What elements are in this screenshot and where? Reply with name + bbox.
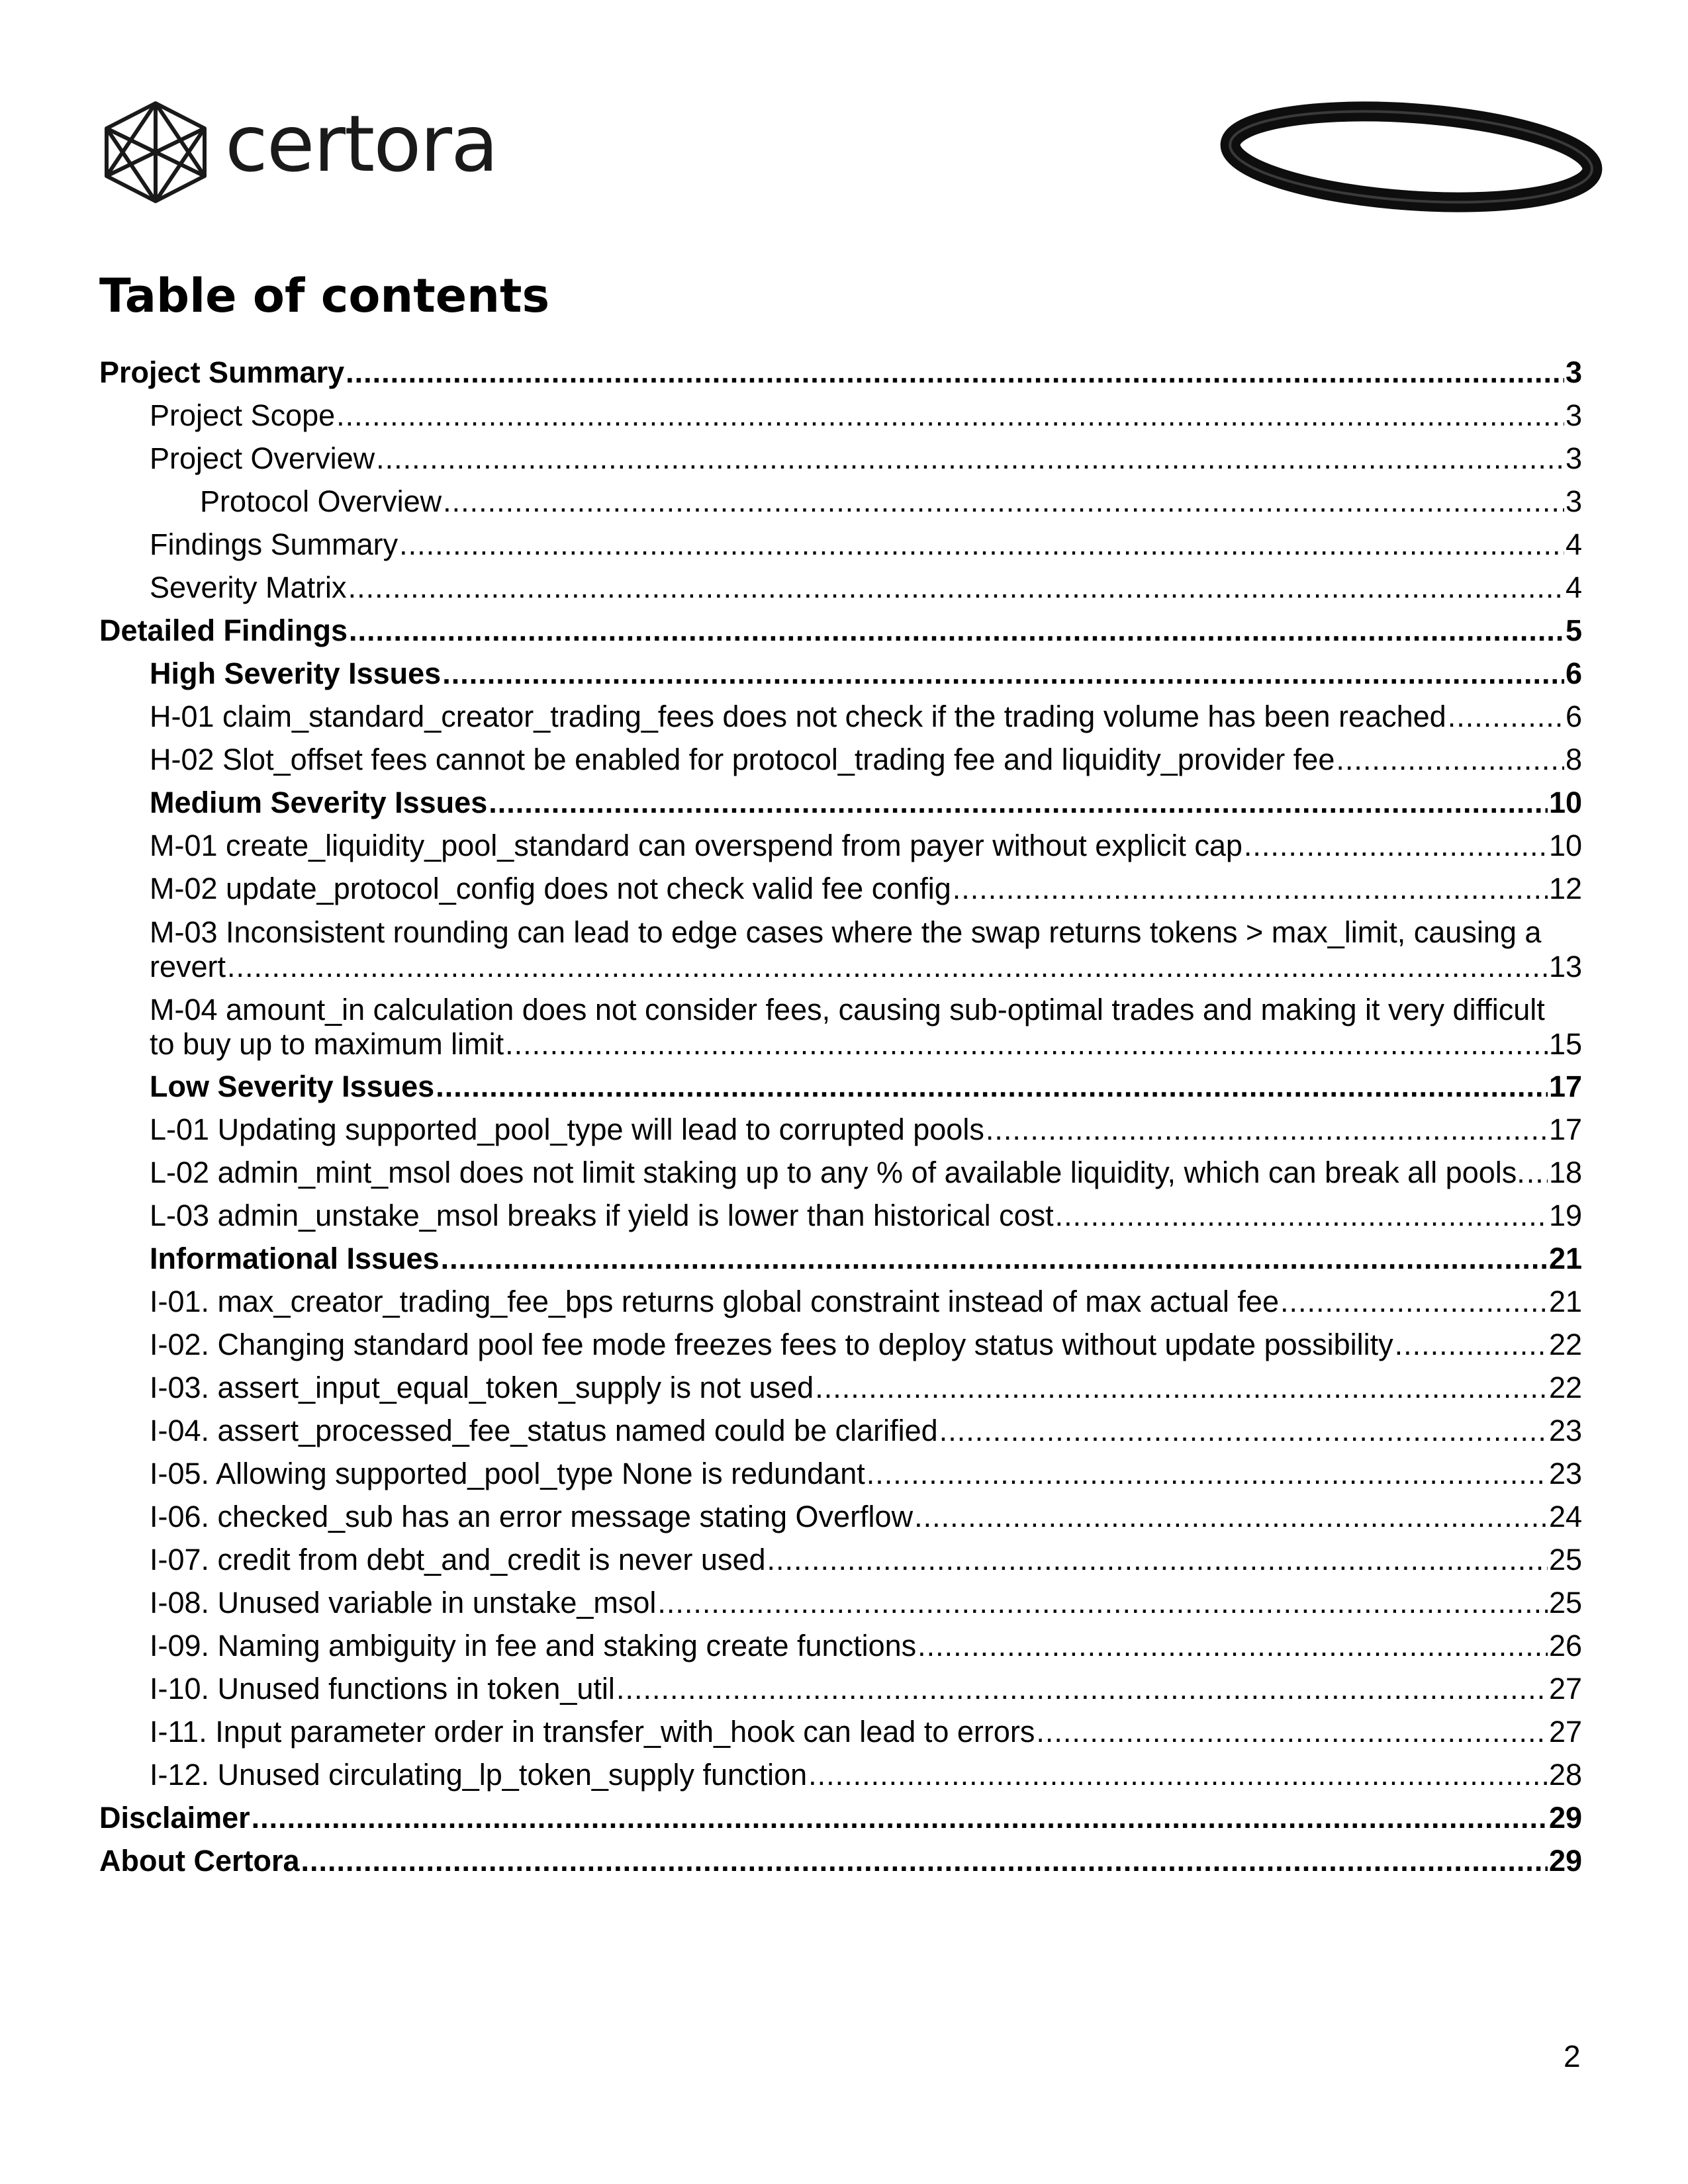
toc-entry[interactable] (99, 738, 1582, 781)
toc-entry-page: 6 (1565, 700, 1582, 733)
toc-entry-text: Informational Issues (150, 1242, 440, 1275)
dot-leader (1280, 1280, 1548, 1323)
toc-entry[interactable] (99, 1194, 1582, 1237)
dot-leader (348, 566, 1564, 609)
toc-entry-page: 4 (1565, 570, 1582, 604)
dot-leader (505, 1027, 1548, 1062)
toc-entry[interactable] (99, 1280, 1582, 1323)
toc-entry-text-continued: to buy up to maximum limit (150, 1027, 504, 1061)
dot-leader (986, 1108, 1548, 1151)
dot-leader (1395, 1323, 1548, 1366)
toc-entry-page: 29 (1548, 1801, 1582, 1835)
toc-entry-text: Medium Severity Issues (150, 786, 488, 819)
dot-leader (436, 1065, 1548, 1108)
toc-entry-page: 22 (1548, 1328, 1582, 1361)
toc-entry-text: L-03 admin_unstake_msol breaks if yield is lower than historical cost (150, 1199, 1054, 1232)
toc-entry[interactable] (99, 1495, 1582, 1538)
toc-entry-page: 21 (1548, 1285, 1582, 1318)
certora-logo (99, 98, 498, 212)
toc-entry[interactable] (99, 1753, 1582, 1796)
dot-leader (953, 867, 1548, 910)
toc-entry-text: M-03 Inconsistent rounding can lead to edge cases where the swap returns tokens > max_limit, causing a (150, 915, 1542, 949)
toc-entry[interactable] (99, 480, 1582, 523)
toc-entry-page: 21 (1548, 1242, 1582, 1275)
dot-leader (1336, 738, 1564, 781)
toc-entry-text: I-11. Input parameter order in transfer_with_hook can lead to errors (150, 1715, 1035, 1749)
dot-leader (914, 1495, 1548, 1538)
toc-entry-page: 26 (1548, 1629, 1582, 1662)
dot-leader (808, 1753, 1548, 1796)
toc-entry[interactable] (99, 987, 1582, 1065)
toc-entry[interactable] (99, 1237, 1582, 1280)
toc-entry[interactable] (99, 523, 1582, 566)
toc-entry-text: M-02 update_protocol_config does not check valid fee config (150, 872, 951, 905)
page-number: 2 (1564, 2039, 1581, 2073)
toc-entry-page: 4 (1565, 527, 1582, 561)
toc-entry[interactable] (99, 1624, 1582, 1667)
dot-leader (616, 1667, 1548, 1710)
toc-entry[interactable] (99, 609, 1582, 652)
toc-entry-continuation (150, 1027, 1582, 1062)
toc-entry-page: 23 (1548, 1414, 1582, 1447)
toc-entry-text: Low Severity Issues (150, 1069, 435, 1103)
dot-leader (443, 480, 1564, 523)
toc-entry-text: H-02 Slot_offset fees cannot be enabled for protocol_trading fee and liquidity_provider fee (150, 743, 1335, 776)
toc-list (99, 351, 1582, 1882)
toc-entry-text: Severity Matrix (150, 570, 347, 604)
toc-entry-page: 6 (1565, 657, 1582, 690)
toc-entry-page: 25 (1548, 1543, 1582, 1576)
dot-leader (376, 437, 1564, 480)
toc-entry[interactable] (99, 1452, 1582, 1495)
toc-entry-continuation (150, 950, 1582, 984)
toc-entry-page: 28 (1548, 1758, 1582, 1792)
dot-leader (346, 351, 1564, 394)
toc-entry-page: 22 (1548, 1371, 1582, 1404)
toc-entry-text: H-01 claim_standard_creator_trading_fees does not check if the trading volume has been reached (150, 700, 1446, 733)
toc-entry[interactable] (99, 1366, 1582, 1409)
toc-entry-text: Project Scope (150, 398, 336, 432)
toc-entry-text: I-09. Naming ambiguity in fee and staking create functions (150, 1629, 917, 1662)
toc-entry-page: 18 (1548, 1156, 1582, 1189)
certora-hexagon-mark-icon (99, 99, 212, 205)
toc-entry-text: I-08. Unused variable in unstake_msol (150, 1586, 657, 1619)
toc-entry-text: I-06. checked_sub has an error message stating Overflow (150, 1500, 914, 1533)
toc-entry-text: About Certora (99, 1844, 300, 1878)
toc-entry[interactable] (99, 394, 1582, 437)
toc-entry-text: M-04 amount_in calculation does not consider fees, causing sub-optimal trades and making it very difficult (150, 993, 1545, 1026)
toc-entry-page: 17 (1548, 1113, 1582, 1146)
dot-leader (939, 1409, 1548, 1452)
toc-entry[interactable] (99, 1581, 1582, 1624)
toc-entry[interactable] (99, 1065, 1582, 1108)
dot-leader (1036, 1710, 1548, 1753)
dot-leader (489, 781, 1548, 824)
toc-entry-text: High Severity Issues (150, 657, 442, 690)
dot-leader (349, 609, 1564, 652)
toc-entry-text: I-05. Allowing supported_pool_type None is redundant (150, 1457, 865, 1490)
dot-leader (1526, 1151, 1548, 1194)
toc-entry[interactable] (99, 695, 1582, 738)
toc-entry-text: I-02. Changing standard pool fee mode freezes fees to deploy status without update possibility (150, 1328, 1393, 1361)
toc-entry[interactable] (99, 781, 1582, 824)
toc-entry-text: I-10. Unused functions in token_util (150, 1672, 615, 1706)
toc-title: Table of contents (99, 269, 550, 323)
dot-leader (1448, 695, 1564, 738)
toc-entry-page: 27 (1548, 1715, 1582, 1749)
toc-entry-page: 25 (1548, 1586, 1582, 1619)
toc-entry-text: Project Overview (150, 441, 375, 475)
toc-entry-page: 17 (1548, 1069, 1582, 1103)
ring-illustration-icon (1219, 99, 1603, 215)
toc-entry-text: I-01. max_creator_trading_fee_bps returns global constraint instead of max actual fee (150, 1285, 1279, 1318)
toc-entry-page: 10 (1548, 829, 1582, 862)
toc-entry[interactable] (99, 1839, 1582, 1882)
toc-entry-text: Project Summary (99, 355, 345, 389)
toc-entry[interactable] (99, 652, 1582, 695)
toc-entry-text: Detailed Findings (99, 614, 348, 647)
toc-entry[interactable] (99, 824, 1582, 867)
toc-entry-text: L-01 Updating supported_pool_type will lead to corrupted pools (150, 1113, 984, 1146)
toc-entry[interactable] (99, 910, 1582, 987)
dot-leader (301, 1839, 1548, 1882)
toc-entry-text: I-07. credit from debt_and_credit is never used (150, 1543, 766, 1576)
toc-entry[interactable] (99, 437, 1582, 480)
toc-entry[interactable] (99, 1538, 1582, 1581)
toc-entry-text: I-12. Unused circulating_lp_token_supply function (150, 1758, 808, 1792)
toc-entry-page: 19 (1548, 1199, 1582, 1232)
toc-entry-page: 3 (1565, 441, 1582, 475)
toc-entry-text: Disclaimer (99, 1801, 250, 1835)
toc-entry-text: I-04. assert_processed_fee_status named could be clarified (150, 1414, 938, 1447)
dot-leader (227, 950, 1548, 984)
toc-entry[interactable] (99, 867, 1582, 910)
toc-entry[interactable] (99, 566, 1582, 609)
toc-entry-page: 15 (1548, 1027, 1582, 1061)
dot-leader (252, 1796, 1548, 1839)
toc-entry[interactable] (99, 351, 1582, 394)
toc-entry-page: 3 (1565, 398, 1582, 432)
toc-entry-page: 24 (1548, 1500, 1582, 1533)
toc-entry-page: 8 (1565, 743, 1582, 776)
toc-entry-page: 23 (1548, 1457, 1582, 1490)
toc-entry-page: 13 (1548, 950, 1582, 983)
toc-entry-text: I-03. assert_input_equal_token_supply is not used (150, 1371, 814, 1404)
dot-leader (767, 1538, 1548, 1581)
dot-leader (1055, 1194, 1548, 1237)
toc-entry[interactable] (99, 1710, 1582, 1753)
dot-leader (336, 394, 1564, 437)
dot-leader (399, 523, 1564, 566)
toc-entry-text: M-01 create_liquidity_pool_standard can overspend from payer without explicit cap (150, 829, 1243, 862)
dot-leader (441, 1237, 1548, 1280)
toc-entry[interactable] (99, 1108, 1582, 1151)
toc-entry-page: 5 (1565, 614, 1582, 647)
toc-entry-page: 29 (1548, 1844, 1582, 1878)
toc-entry-page: 3 (1565, 484, 1582, 518)
toc-entry-text: L-02 admin_mint_msol does not limit staking up to any % of available liquidity, which can break all pools. (150, 1156, 1525, 1189)
dot-leader (657, 1581, 1548, 1624)
toc-entry-page: 3 (1565, 355, 1582, 389)
dot-leader (442, 652, 1564, 695)
toc-entry-page: 10 (1548, 786, 1582, 819)
dot-leader (867, 1452, 1548, 1495)
toc-entry[interactable] (99, 1409, 1582, 1452)
toc-entry-text: Findings Summary (150, 527, 399, 561)
certora-wordmark: certora (225, 98, 498, 189)
toc-entry-text: Protocol Overview (200, 484, 442, 518)
toc-entry[interactable] (99, 1796, 1582, 1839)
toc-entry[interactable] (99, 1151, 1582, 1194)
toc-entry-page: 27 (1548, 1672, 1582, 1706)
dot-leader (815, 1366, 1548, 1409)
dot-leader (917, 1624, 1548, 1667)
toc-entry[interactable] (99, 1667, 1582, 1710)
dot-leader (1244, 824, 1548, 867)
toc-entry-page: 12 (1548, 872, 1582, 905)
toc-entry[interactable] (99, 1323, 1582, 1366)
toc-entry-text-continued: revert (150, 950, 226, 983)
